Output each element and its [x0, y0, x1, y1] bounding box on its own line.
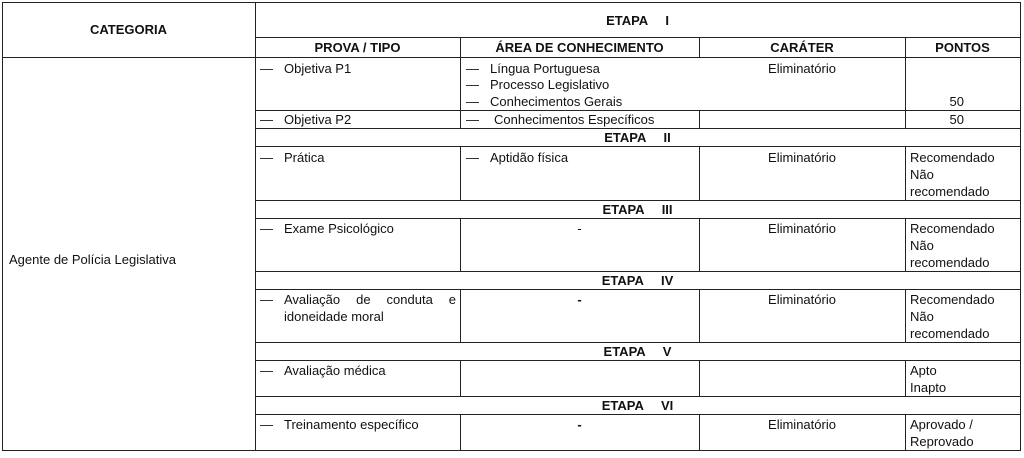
prova-treinamento: Treinamento específico	[284, 417, 419, 432]
carater-value: Eliminatório	[768, 150, 836, 165]
pontos-value: Recomendado	[910, 221, 995, 236]
pontos-value: Apto	[910, 363, 937, 378]
area-item: Processo Legislativo	[490, 77, 610, 92]
carater-value: Eliminatório	[768, 417, 836, 432]
grid-line	[255, 146, 1021, 147]
pontos-value: Reprovado	[910, 434, 974, 449]
dash-marker: —	[260, 292, 273, 307]
pontos-value: Não	[910, 167, 934, 182]
dash-marker: —	[260, 363, 273, 378]
prova-objetiva-p1: Objetiva P1	[284, 61, 352, 76]
grid-line	[255, 37, 1021, 38]
etapa-heading: ETAPA III	[602, 202, 673, 217]
etapa-heading: ETAPA I	[606, 13, 669, 28]
area-item: -	[577, 221, 582, 236]
pontos-value: recomendado	[910, 255, 990, 270]
etapa-heading: ETAPA IV	[601, 273, 674, 288]
prova-objetiva-p2: Objetiva P2	[284, 112, 352, 127]
pontos-value: 50	[949, 94, 964, 109]
header-carater: CARÁTER	[770, 40, 834, 55]
grid-line	[2, 2, 1021, 3]
dash-marker: —	[260, 61, 273, 76]
dash-marker: —	[260, 112, 273, 127]
area-item: -	[577, 417, 582, 432]
grid-line	[255, 218, 1021, 219]
carater-value: Eliminatório	[768, 61, 836, 76]
prova-pratica: Prática	[284, 150, 325, 165]
grid-line	[905, 146, 906, 201]
etapa-heading: ETAPA VI	[601, 398, 674, 413]
area-item: Língua Portuguesa	[490, 61, 600, 76]
carater-value: Eliminatório	[768, 292, 836, 307]
grid-line	[255, 414, 1021, 415]
dash-marker: —	[466, 77, 479, 92]
header-categoria: CATEGORIA	[89, 22, 168, 37]
header-area: ÁREA DE CONHECIMENTO	[495, 40, 664, 55]
dash-marker: —	[466, 61, 479, 76]
area-item: Conhecimentos Específicos	[494, 112, 655, 127]
grid-line	[905, 289, 906, 343]
dash-marker: —	[260, 150, 273, 165]
grid-line	[255, 360, 1021, 361]
grid-line	[905, 218, 906, 272]
grid-line	[2, 57, 1021, 58]
area-item: -	[577, 292, 582, 307]
grid-line	[2, 2, 3, 451]
dash-marker: —	[260, 417, 273, 432]
carater-value: Eliminatório	[768, 221, 836, 236]
dash-marker: —	[466, 150, 479, 165]
pontos-value: Não	[910, 238, 934, 253]
pontos-value: Recomendado	[910, 292, 995, 307]
header-prova-tipo: PROVA / TIPO	[314, 40, 401, 55]
pontos-value: Inapto	[910, 380, 947, 395]
grid-line	[460, 146, 461, 201]
pontos-value: Recomendado	[910, 150, 995, 165]
area-item: Aptidão física	[490, 150, 569, 165]
grid-line	[905, 414, 906, 451]
pontos-value: Não	[910, 309, 934, 324]
dash-marker: —	[260, 221, 273, 236]
grid-line	[460, 360, 461, 397]
dash-marker: —	[466, 94, 479, 109]
header-pontos: PONTOS	[935, 40, 990, 55]
pontos-value: recomendado	[910, 326, 990, 341]
grid-line	[699, 110, 700, 129]
grid-line	[1020, 2, 1021, 451]
pontos-value: 50	[949, 112, 964, 127]
category-label: Agente de Polícia Legislativa	[9, 252, 176, 267]
grid-line	[699, 360, 700, 397]
prova-avaliacao-conduta: idoneidade moral	[284, 309, 384, 324]
grid-line	[2, 450, 1021, 451]
etapa-heading: ETAPA V	[603, 344, 672, 359]
grid-line	[905, 360, 906, 397]
prova-avaliacao-medica: Avaliação médica	[284, 363, 386, 378]
etapa-heading: ETAPA II	[604, 130, 671, 145]
prova-exame-psicologico: Exame Psicológico	[284, 221, 394, 236]
prova-avaliacao-conduta: Avaliação de conduta e	[284, 292, 456, 307]
area-item: Conhecimentos Gerais	[490, 94, 623, 109]
pontos-value: Aprovado /	[910, 417, 973, 432]
grid-line	[255, 289, 1021, 290]
pontos-value: recomendado	[910, 184, 990, 199]
grid-line	[255, 2, 256, 451]
dash-marker: —	[466, 112, 479, 127]
